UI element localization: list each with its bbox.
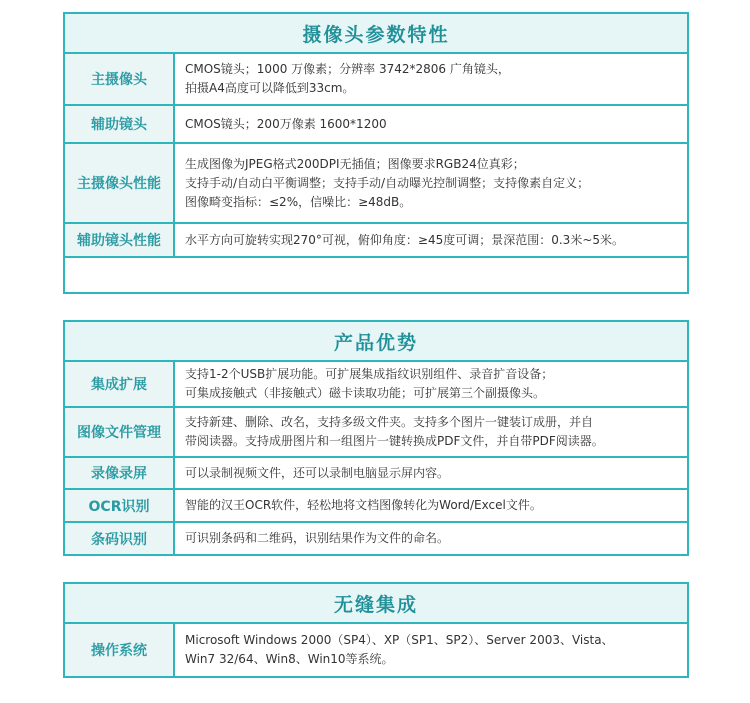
row-label: 主摄像头性能	[65, 144, 175, 222]
section-title: 无缝集成	[65, 584, 687, 624]
table-row	[65, 54, 687, 106]
table-row	[65, 458, 687, 490]
section-title: 摄像头参数特性	[65, 14, 687, 54]
content-line: CMOS镜头；1000 万像素；分辨率 3742*2806 广角镜头，	[185, 62, 510, 76]
content-line: 可集成接触式（非接触式）磁卡读取功能；可扩展第三个副摄像头。	[185, 386, 546, 400]
row-content	[175, 106, 687, 142]
row-content	[175, 54, 687, 104]
row-content	[175, 408, 687, 456]
content-line: 拍摄A4高度可以降低到33cm。	[185, 81, 355, 95]
content-line: 支持新建、删除、改名，支持多级文件夹。支持多个图片一键装订成册，并自	[185, 415, 594, 429]
row-label: 图像文件管理	[65, 408, 175, 456]
content-line: 水平方向可旋转实现270°可视，俯仰角度：≥45度可调；景深范围：0.3米~5米。	[185, 232, 625, 247]
row-content	[175, 523, 687, 554]
row-content	[175, 362, 687, 406]
table-row	[65, 106, 687, 144]
seamless-integration-table	[63, 582, 689, 678]
content-line: 支持手动/自动白平衡调整；支持手动/自动曝光控制调整；支持像素自定义；	[185, 175, 590, 190]
content-line: 支持1-2个USB扩展功能。可扩展集成指纹识别组件、录音扩音设备；	[185, 367, 554, 381]
table-row	[65, 362, 687, 408]
table-row	[65, 224, 687, 258]
section-title: 产品优势	[65, 322, 687, 362]
content-line: 可识别条码和二维码，识别结果作为文件的命名。	[185, 531, 450, 545]
content-line: 可以录制视频文件，还可以录制电脑显示屏内容。	[185, 465, 450, 480]
content-line: 智能的汉王OCR软件，轻松地将文档图像转化为Word/Excel文件。	[185, 498, 542, 512]
row-content	[175, 490, 687, 521]
empty-row	[65, 258, 687, 292]
row-content	[175, 224, 687, 256]
row-label: 集成扩展	[65, 362, 175, 406]
table-row	[65, 523, 687, 554]
row-label: 操作系统	[65, 624, 175, 676]
row-label: 条码识别	[65, 523, 175, 554]
content-line: 带阅读器。支持成册图片和一组图片一键转换成PDF文件，并自带PDF阅读器。	[185, 434, 604, 448]
row-label: OCR识别	[65, 490, 175, 521]
row-label: 主摄像头	[65, 54, 175, 104]
row-label: 辅助镜头	[65, 106, 175, 142]
table-row	[65, 624, 687, 676]
row-content	[175, 144, 687, 222]
table-row	[65, 144, 687, 224]
table-row	[65, 490, 687, 523]
row-content	[175, 624, 687, 676]
camera-parameters-table	[63, 12, 689, 294]
content-line: CMOS镜头；200万像素 1600*1200	[185, 116, 387, 131]
row-label: 录像录屏	[65, 458, 175, 488]
content-line: 图像畸变指标：≤2%，信噪比：≥48dB。	[185, 194, 412, 209]
content-line: Win7 32/64、Win8、Win10等系统。	[185, 652, 394, 666]
row-label: 辅助镜头性能	[65, 224, 175, 256]
product-advantages-table	[63, 320, 689, 556]
content-line: 生成图像为JPEG格式200DPI无插值；图像要求RGB24位真彩；	[185, 156, 525, 171]
table-row	[65, 408, 687, 458]
row-content	[175, 458, 687, 488]
content-line: Microsoft Windows 2000（SP4）、XP（SP1、SP2）、Server 2003、Vista、	[185, 633, 614, 647]
